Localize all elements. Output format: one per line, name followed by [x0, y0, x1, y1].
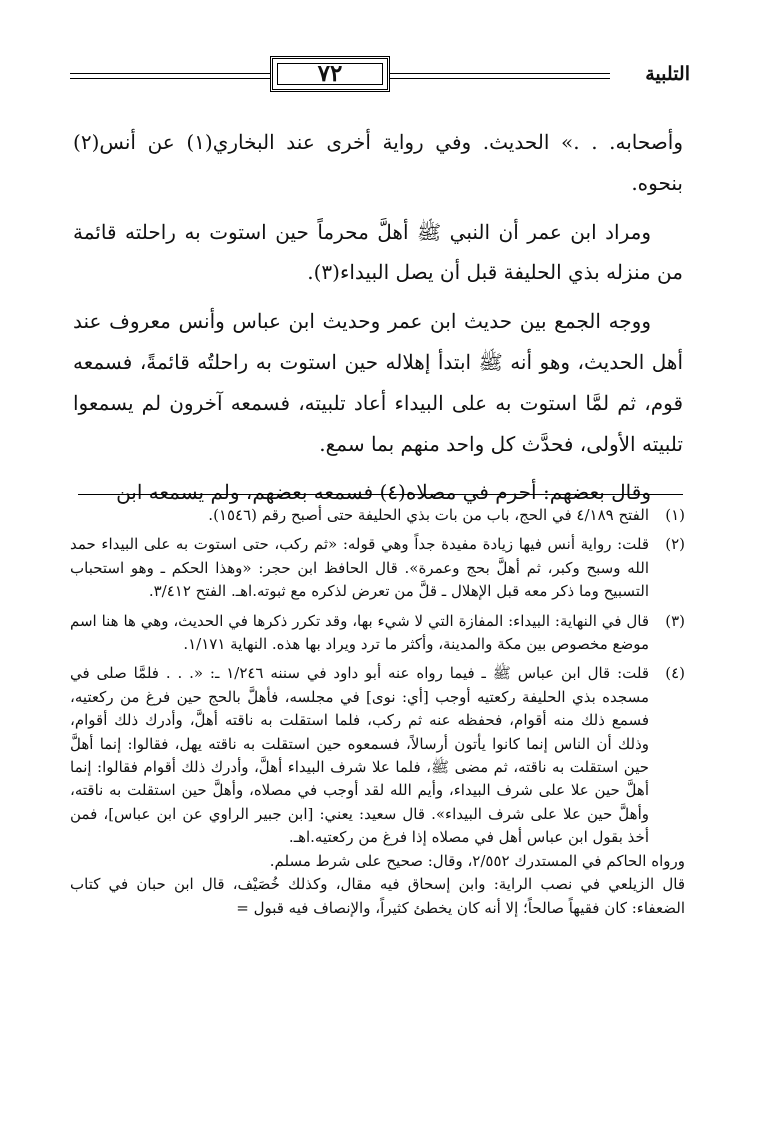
footnote: [70, 662, 685, 919]
footnote: [70, 610, 685, 657]
header-rule-right: [390, 73, 610, 74]
footnote-text: قال في النهاية: البيداء: المفازة التي لا شيء بها، وقد تكرر ذكرها في الحديث، وهي ها هنا اسم موضع مخصوص بين مكة والمدينة، وأكثر ما ترد ويراد بها هذه. النهاية ١/١٧١.: [70, 611, 649, 654]
header-rule-left-lower: [70, 78, 270, 79]
footnote-text-continued: قال الزيلعي في نصب الراية: وابن إسحاق فيه مقال، وكذلك خُصَيْف، قال ابن حبان في كتاب الضعفاء: كان فقيهاً صالحاً؛ إلا أنه كان يخطئ كثيراً، والإنصاف فيه قبول =: [70, 875, 685, 917]
main-text: [73, 122, 683, 521]
footnote-text-continued: ورواه الحاكم في المستدرك ٢/٥٥٢، وقال: صحيح على شرط مسلم.: [269, 851, 685, 870]
footnote: [70, 533, 685, 603]
footnote-marker: (٣): [665, 611, 685, 630]
footnote-marker: (٢): [665, 535, 685, 554]
footnote: [70, 504, 685, 527]
main-paragraph: ووجه الجمع بين حديث ابن عمر وحديث ابن عباس وأنس معروف عند أهل الحديث، وهو أنه ﷺ ابتدأ إهلاله حين استوت به راحلتُه قائمةً، فسمعه قوم، ثم لمَّا استوت به على البيداء أعاد تلبيته، فسمعه آخرون لم يسمعوا تلبيته الأولى، فحدَّث كل واحد منهم بما سمع.: [73, 309, 683, 456]
footnote-text: قلت: قال ابن عباس ﷺ ـ فيما رواه عنه أبو داود في سننه ١/٢٤٦ ـ: «. . . فلمَّا صلى في مسجده بذي الحليفة ركعتيه أوجب [أي: نوى] في مجلسه، فأهلَّ بالحج حين فرغ من ركعتيه، فسمع ذلك منه أقوام، فحفظه عنه ثم ركب، فلما استقلت به ناقته أهلَّ، وأدرك ذلك أقوام، وذلك أن الناس إنما كانوا يأتون أرسالاً، فسمعوه حين استقلت به ناقته يهل، فقالوا: إنما أهلَّ حين استقلت به ناقته، ثم مضى ﷺ، فلما علا شرف البيداء أهلَّ، وأدرك ذلك أقوام فقالوا: إنما أهلَّ حين علا على شرف البيداء، وأيم الله لقد أوجب في مصلاه، وأهلَّ حين استقلت به ناقته، وأهلَّ حين علا على شرف البيداء». قال سعيد: يعني: [ابن جبير الراوي عن ابن عباس]، فمن أخذ بقول ابن عباس أهل في مصلاه إذا فرغ من ركعتيه.اهـ.: [70, 664, 649, 847]
running-title: التلبية: [645, 63, 690, 85]
footnote-text: قلت: رواية أنس فيها زيادة مفيدة جداً وهي قوله: «ثم ركب، حتى استوت به على البيداء حمد الله وسبح وكبر، ثم أهلَّ بحج وعمرة». قال الحافظ ابن حجر: «وهذا الحكم ـ وهو استحباب التسبيح وما ذكر معه قبل الإهلال ـ قلَّ من تعرض لذكره مع ثبوته.اهـ. الفتح ٣/٤١٢.: [70, 535, 649, 601]
footnote-marker: (٤): [665, 664, 685, 683]
header-rule-right-lower: [390, 78, 610, 79]
footnotes: [70, 504, 685, 926]
main-paragraph: وأصحابه. . .» الحديث. وفي رواية أخرى عند البخاري(١) عن أنس(٢) بنحوه.: [73, 130, 683, 195]
main-paragraph: ومراد ابن عمر أن النبي ﷺ أهلَّ محرماً حين استوت به راحلته قائمة من منزله بذي الحليفة قبل أن يصل البيداء(٣).: [73, 219, 683, 285]
footnote-text: الفتح ٤/١٨٩ في الحج، باب من بات بذي الحليفة حتى أصبح رقم (١٥٤٦).: [208, 506, 649, 524]
footnote-marker: (١): [665, 506, 685, 524]
main-paragraph: وقال بعضهم: أحرم في مصلاه(٤) فسمعه بعضهم، ولم يسمعه ابن: [116, 480, 651, 505]
page-number: ٧٢: [317, 60, 343, 87]
footnote-divider: [78, 494, 683, 495]
header-rule-left: [70, 73, 270, 74]
page-number-frame: [270, 56, 390, 92]
